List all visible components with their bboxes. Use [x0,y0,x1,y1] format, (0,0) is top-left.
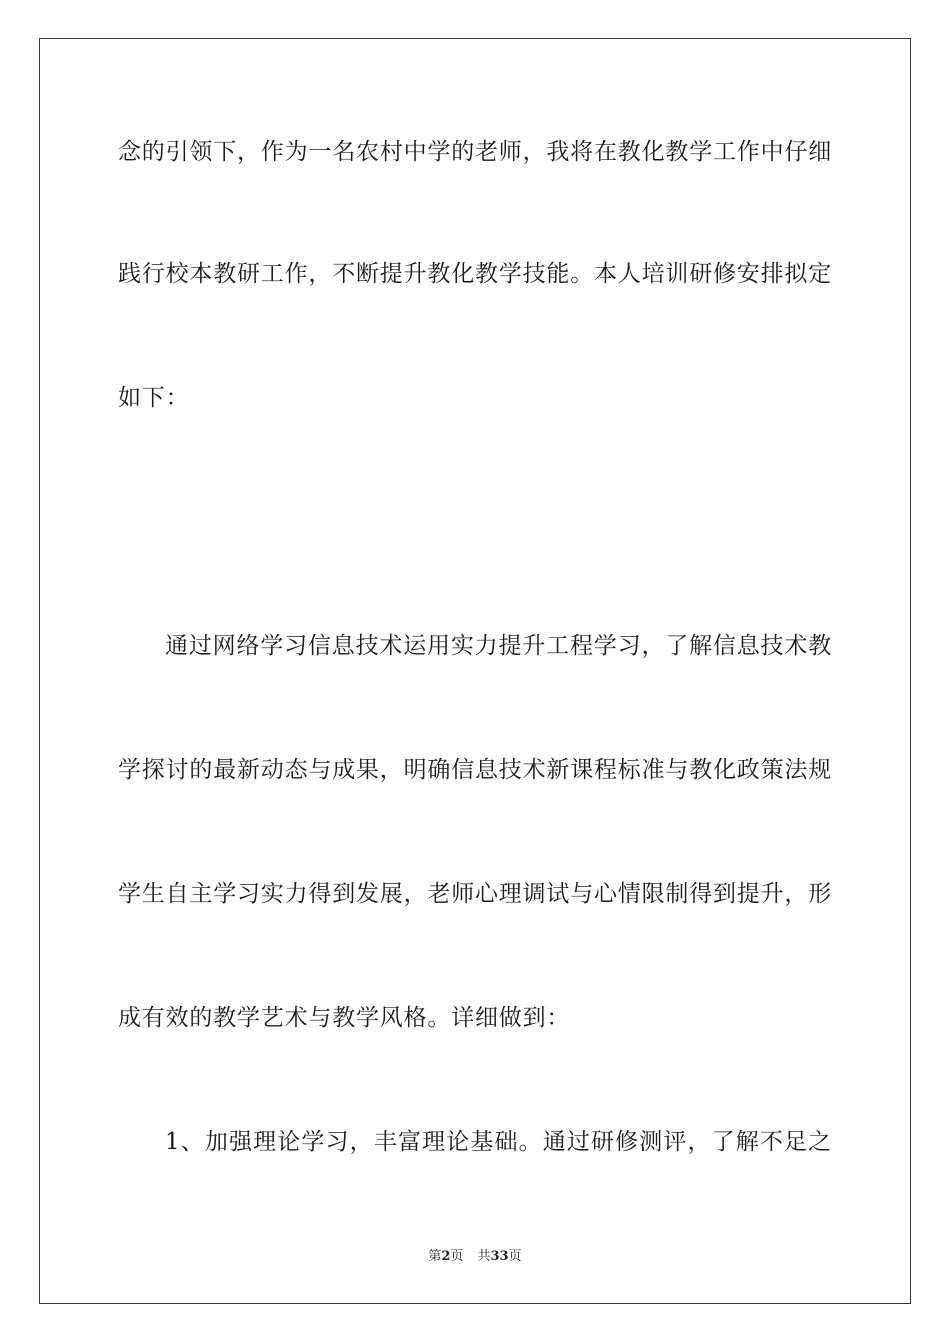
total-prefix: 共 [477,1249,491,1264]
page-prefix: 第 [428,1249,442,1264]
text-line: 如下： [118,385,190,411]
page-number: 2 [441,1249,451,1264]
text-line: 学生自主学习实力得到发展，老师心理调试与心情限制得到提升，形 [118,881,832,907]
page-footer [0,1248,950,1266]
text-line: 念的引领下，作为一名农村中学的老师，我将在教化教学工作中仔细 [118,139,832,165]
total-pages: 33 [490,1249,509,1264]
page-border [39,38,911,1304]
text-line: 成有效的教学艺术与教学风格。详细做到： [118,1005,571,1031]
total-suffix: 页 [508,1249,522,1264]
page-suffix: 页 [450,1249,464,1264]
text-line: 1、加强理论学习，丰富理论基础。通过研修测评，了解不足之 [165,1129,832,1155]
text-line: 通过网络学习信息技术运用实力提升工程学习，了解信息技术教 [165,633,832,659]
text-line: 践行校本教研工作，不断提升教化教学技能。本人培训研修安排拟定 [118,261,832,287]
text-line: 学探讨的最新动态与成果，明确信息技术新课程标准与教化政策法规 [118,757,832,783]
